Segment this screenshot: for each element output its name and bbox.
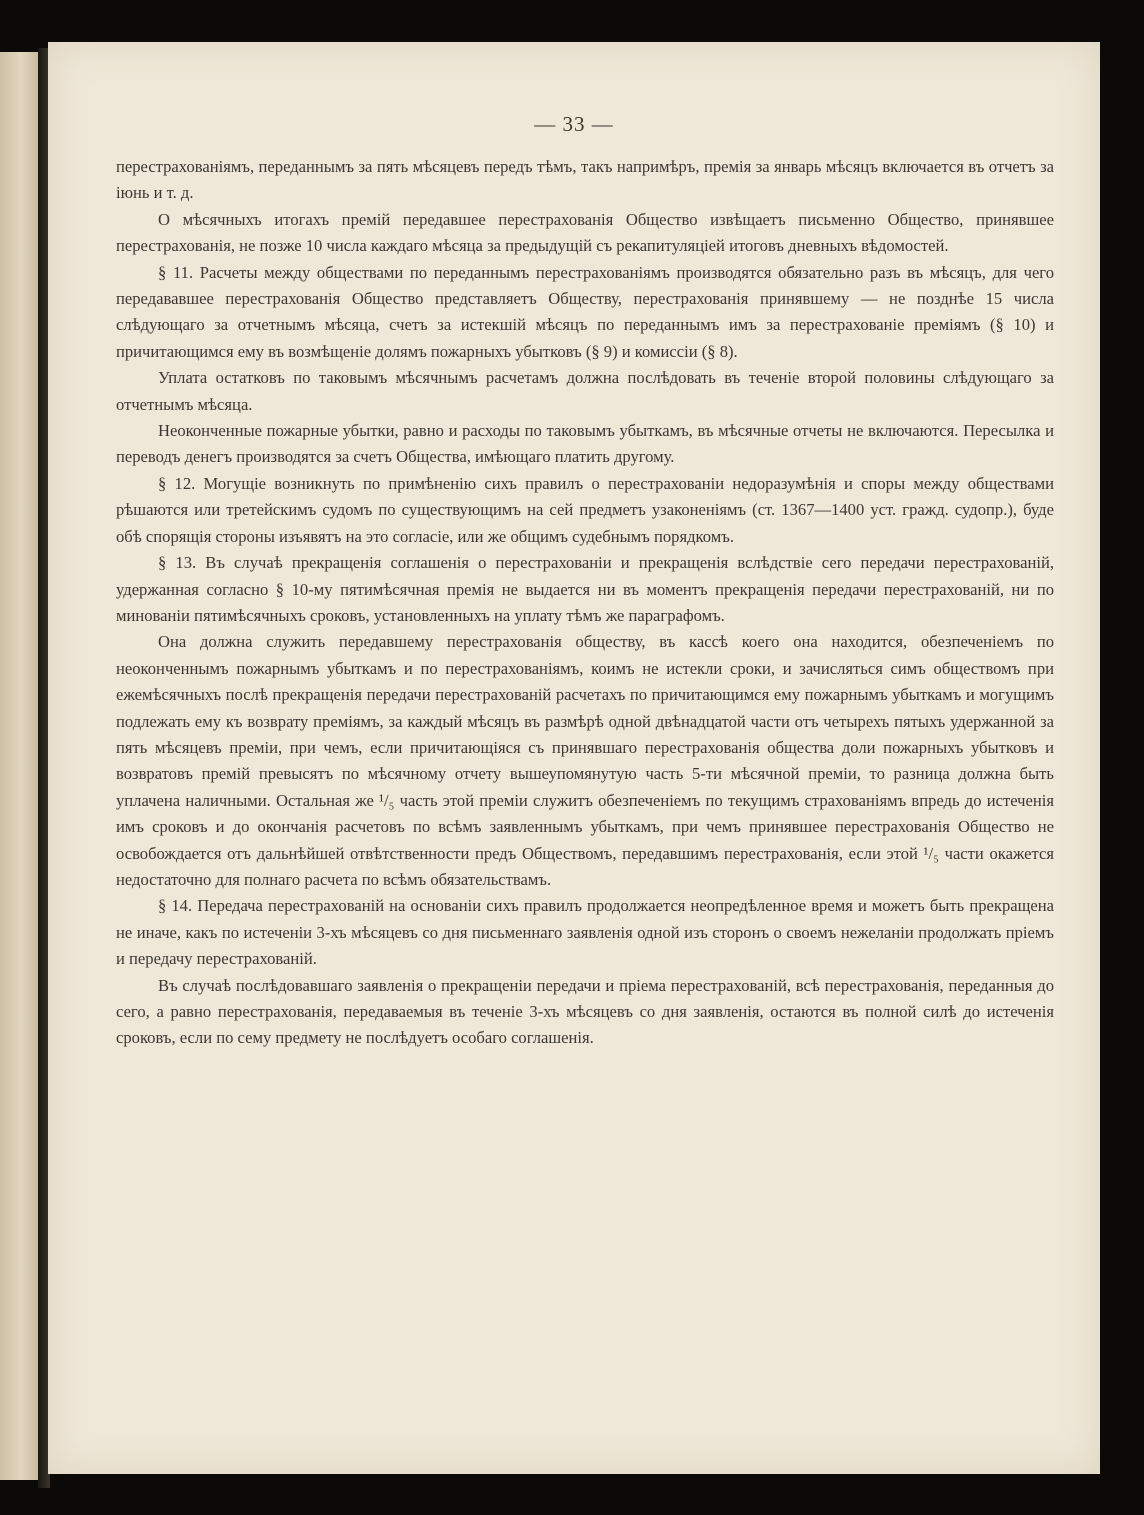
paragraph-security-premium: Она должна служить передавшему перестрахованія обществу, въ кассѣ коего она находится, обезпеченіемъ по неоконченнымъ пожарнымъ убыткамъ и по перестрахованіямъ, коимъ не истекли сроки, и зачисляться симъ обществомъ при ежемѣсячныхъ послѣ прекращенія передачи перестрахованій расчетахъ по причитающимся ему пожарнымъ убыткамъ и могущимъ подлежать ему къ возврату преміямъ, за каждый мѣсяцъ въ размѣрѣ одной двѣнадцатой части отъ четырехъ пятыхъ удержанной за пять мѣсяцевъ преміи, при чемъ, если причитающіяся съ принявшаго перестрахованія общества доли пожарныхъ убытковъ и возвратовъ премій превысятъ по мѣсячному отчету вышеупомянутую часть 5-ти мѣсячной преміи, то разница должна быть уплачена наличными. Остальная же ¹/₅ часть этой преміи служитъ обезпеченіемъ по текущимъ страхованіямъ впредь до истеченія имъ сроковъ и до окончанія расчетовъ по всѣмъ заявленнымъ убыткамъ, при чемъ принявшее перестрахованія Общество не освобождается отъ дальнѣйшей отвѣтственности предъ Обществомъ, передавшимъ перестрахованія, если этой ¹/₅ части окажется недостаточно для полнаго расчета по всѣмъ обязательствамъ. — [116, 632, 1054, 889]
paragraph-balance-payment: Уплата остатковъ по таковымъ мѣсячнымъ расчетамъ должна послѣдовать въ теченіе второй половины слѣдующаго за отчетнымъ мѣсяца. — [116, 368, 1054, 414]
paragraph-unfinished-losses: Неоконченные пожарные убытки, равно и расходы по таковымъ убыткамъ, въ мѣсячные отчеты не включаются. Пересылка и переводъ денегъ производятся за счетъ Общества, имѣющаго платить другому. — [116, 421, 1054, 467]
paragraph-monthly-totals: О мѣсячныхъ итогахъ премій передавшее перестрахованія Общество извѣщаетъ письменно Общество, принявшее перестрахованія, не позже 10 числа каждаго мѣсяца за предыдущій съ рекапитуляціей итоговъ дневныхъ вѣдомостей. — [116, 209, 1054, 256]
body-text — [116, 154, 1054, 1052]
paragraph-section-12: § 12. Могущіе возникнуть по примѣненію сихъ правилъ о перестрахованіи недоразумѣнія и споры между обществами рѣшаются или третейскимъ судомъ по существующимъ на сей предметъ узаконеніямъ (ст. 1367—1400 уст. гражд. судопр.), буде обѣ спорящія стороны изъявятъ на это согласіе, или же общимъ судебнымъ порядкомъ. — [116, 473, 1054, 546]
paragraph-termination: Въ случаѣ послѣдовавшаго заявленія о прекращеніи передачи и пріема перестрахованій, всѣ перестрахованія, переданныя до сего, а равно перестрахованія, передаваемыя въ теченіе 3-хъ мѣсяцевъ со дня заявленія, остаются въ полной силѣ до истеченія сроковъ, если по сему предмету не послѣдуетъ особаго соглашенія. — [116, 975, 1054, 1048]
paragraph-section-11: § 11. Расчеты между обществами по переданнымъ перестрахованіямъ производятся обязательно разъ въ мѣсяцъ, для чего передававшее перестрахованія Общество представляетъ Обществу, перестрахованія принявшему — не позднѣе 15 числа слѣдующаго за отчетнымъ мѣсяца, счетъ за истекшій мѣсяцъ по переданнымъ имъ за перестрахованіе преміямъ (§ 10) и причитающимся ему въ возмѣщеніе долямъ пожарныхъ убытковъ (§ 9) и комиссіи (§ 8). — [116, 262, 1054, 361]
paragraph-section-13: § 13. Въ случаѣ прекращенія соглашенія о перестрахованіи и прекращенія вслѣдствіе сего передачи перестрахованій, удержанная согласно § 10-му пятимѣсячная премія не выдается ни въ моментъ прекращенія передачи перестрахованій, ни по минованіи пятимѣсячныхъ сроковъ, установленныхъ на уплату тѣмъ же параграфомъ. — [116, 553, 1054, 625]
paragraph-continued: перестрахованіямъ, переданнымъ за пять мѣсяцевъ передъ тѣмъ, такъ напримѣръ, премія за январь мѣсяцъ включается въ отчетъ за іюнь и т. д. — [116, 157, 1054, 203]
page-number: — 33 — — [534, 112, 614, 136]
book-page — [48, 42, 1100, 1474]
paragraph-section-14: § 14. Передача перестрахованій на основаніи сихъ правилъ продолжается неопредѣленное время и можетъ быть прекращена не иначе, какъ по истеченіи 3-хъ мѣсяцевъ со дня письменнаго заявленія одной изъ сторонъ о своемъ нежеланіи продолжать пріемъ и передачу перестрахованій. — [116, 896, 1054, 969]
left-page-edge — [0, 52, 38, 1480]
